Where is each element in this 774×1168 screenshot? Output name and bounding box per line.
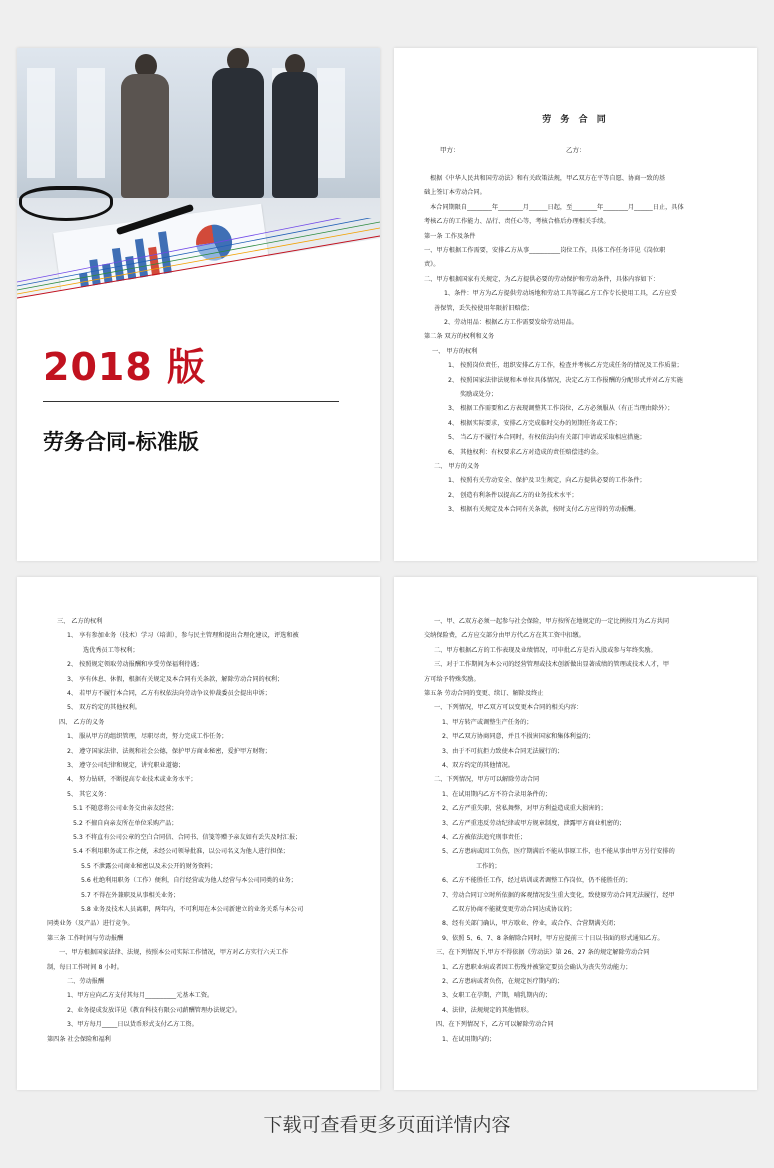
text-line: 8、经有关部门确认，甲方歇业、停业，或合作、合营期满关闭； — [442, 920, 620, 928]
text-line: 本合同期限自________年________月______日起，至________年________月______日止，具体 — [430, 203, 684, 211]
text-line: 1、 享有参加业务（技术）学习（培训），参与民主管理和提出合理化建议，评选和被 — [67, 632, 299, 640]
text-line: 工作的； — [476, 862, 501, 870]
text-line: 5.8 业务及技术人员离职，两年内，不可利用在本公司新建立的业务关系与本公司 — [81, 906, 304, 913]
text-line: 二、劳动报酬 — [67, 978, 105, 985]
text-line: 5.5 不泄露公司商业秘密以及未公开的财务资料； — [81, 862, 217, 870]
text-line: 4、 若甲方不履行本合同，乙方有权依法向劳动争议仲裁委员会提出申诉； — [67, 690, 271, 697]
text-line: 2、甲乙双方协商同意，并且不损害国家和集体利益的； — [442, 733, 595, 741]
text-line: 2、劳动用品：根据乙方工作需要发给劳动用品。 — [444, 319, 578, 326]
text-line: 制，每日工作时间 8 小时。 — [47, 963, 123, 971]
text-line: 方可给予特殊奖励。 — [424, 675, 480, 683]
text-line: 3、甲方每月_____日以货币形式支付乙方工资。 — [67, 1021, 198, 1029]
text-line: 2、乙方严重失职，营私舞弊，对甲方利益造成重大损害的； — [442, 805, 607, 813]
text-line: 一、甲方根据国家法律、法规，按照本公司实际工作情况，甲方对乙方实行六天工作 — [59, 949, 288, 957]
text-line: 选优秀员工等权利； — [83, 646, 139, 654]
text-line: 1、 服从甲方的组织管理，尽职尽责，努力完成工作任务； — [67, 733, 228, 741]
text-line: 考核乙方的工作能力、品行、责任心等，考核合格后办理相关手续。 — [424, 218, 610, 226]
text-line: 三、 乙方的权利 — [57, 618, 103, 625]
text-line: 5、乙方患病或因工负伤，医疗期满后不能从事原工作，也不能从事由甲方另行安排的 — [442, 848, 675, 856]
text-line: 三、在下列情况下,甲方不得依据《劳动法》第 26、27 条的规定解除劳动合同 — [436, 949, 650, 957]
text-line: 5.2 不擅自向亲友所在单位采购产品； — [73, 819, 178, 827]
contract-page-2 — [17, 577, 380, 1090]
text-line: 3、 根据有关规定及本合同有关条款，按时支付乙方应得的劳动报酬。 — [448, 506, 640, 514]
text-line: 2、 创造有利条件以提高乙方的业务技术水平； — [448, 491, 578, 499]
contract-title: 劳 务 合 同 — [542, 115, 609, 125]
text-line: 4、双方约定的其他情况。 — [442, 762, 514, 769]
text-line: 5、 当乙方不履行本合同时，有权依法向有关部门申请或采取相应措施； — [448, 434, 646, 442]
party-b-label: 乙方： — [566, 146, 586, 154]
text-line: 5、 双方约定的其他权利。 — [67, 704, 141, 712]
text-line: 3、 享有休息、休假，根据有关规定及本合同有关条款，解除劳动合同的权利； — [67, 675, 284, 683]
text-line: 5.1 不随意将公司业务交由亲友经营； — [73, 805, 178, 813]
cover-page — [17, 48, 380, 561]
text-line: 同类业务（及产品）进行竞争。 — [47, 920, 134, 928]
text-line: 善保管，丢失按使用年限折旧赔偿； — [434, 304, 533, 312]
text-line: 4、 根据实际要求，安排乙方完成临时交办的短期任务或工作； — [448, 419, 621, 427]
text-line: 1、在试用期内乙方不符合录用条件的； — [442, 790, 552, 798]
text-line: 二、甲方根据乙方的工作表现及业绩情况，可申批乙方是否入股或参与年终奖励。 — [434, 646, 657, 654]
text-line: 一、甲、乙双方必须一起参与社会保险，甲方按所在地规定的一定比例按月为乙方共同 — [434, 618, 670, 625]
download-more-prompt[interactable]: 下载可查看更多页面详情内容 — [263, 1114, 511, 1136]
text-line: 1、在试用期内的； — [442, 1035, 496, 1043]
text-line: 4、乙方被依法追究刑事责任； — [442, 834, 527, 841]
text-line: 乙双方协商不能就变更劳动合同达成协议的； — [452, 906, 576, 913]
text-line: 一、甲方根据工作需要，安排乙方从事__________岗位工作，具体工作任务详见《岗位职 — [424, 247, 666, 254]
text-line: 三、对于工作期间为本公司的经营管理或技术创新做出显著成绩的管理或技术人才，甲 — [434, 661, 670, 669]
text-line: 3、乙方严重违反劳动纪律或甲方规章制度，泄露甲方商业机密的； — [442, 819, 626, 827]
text-line: 5.6 杜绝利用职务（工作）便利，自行经营或为他人经营与本公司同类的业务； — [81, 877, 297, 885]
party-a-label: 甲方： — [440, 146, 460, 154]
text-line: 1、条件：甲方为乙方提供劳动场地和劳动工具等属乙方工作专长使用工具，乙方应妥 — [444, 290, 677, 298]
text-line: 9、依照 5、6、7、8 条解除合同时，甲方应提前三十日以书面的形式通知乙方。 — [442, 934, 664, 942]
text-line: 5.3 不将直有公司公章的空白合同信、合同书、信笺等赠予亲友如有丢失及时汇报； — [73, 834, 302, 841]
text-line: 第五条 劳动合同的变更、续订、解除及终止 — [424, 690, 544, 697]
text-line: 1、乙方患职业病或者因工伤残并被鉴定要员会确认为丧失劳动能力； — [442, 963, 632, 971]
text-line: 1、甲方应向乙方支付其每月__________元基本工资。 — [67, 992, 214, 1000]
text-line: 二、 甲方的义务 — [434, 463, 480, 470]
text-line: 一、 甲方的权利 — [432, 347, 478, 355]
text-line: 2、 按照国家法律法规和本单位具体情况，决定乙方工作报酬的分配形式并对乙方实施 — [448, 376, 683, 384]
text-line: 2、 遵守国家法律、法规和社会公德，保护甲方商业秘密，爱护甲方财物； — [67, 747, 271, 755]
text-line: 2、乙方患病或者负伤，在规定医疗期内的； — [442, 978, 564, 985]
contract-page-1 — [394, 48, 757, 561]
text-line: 奖励或处分； — [460, 391, 498, 398]
text-line: 6、 其他权利：有权要求乙方对造成的责任赔偿违约金。 — [448, 448, 603, 456]
text-line: 1、 按照有关劳动安全、保护及卫生规定，向乙方提供必要的工作条件； — [448, 477, 646, 485]
text-line: 4、法律，法规规定的其他情形。 — [442, 1006, 533, 1014]
text-line: 责》。 — [424, 261, 440, 269]
text-line: 5.4 不利用职务或工作之便，未经公司领导批准，以公司名义为他人进行担保； — [73, 848, 289, 856]
contract-page-3 — [394, 577, 757, 1090]
text-line: 4、 努力钻研，不断提高专业技术或业务水平； — [67, 776, 197, 784]
text-line: 6、乙方不能胜任工作，经过培训或者调整工作岗位，仍不能胜任的； — [442, 877, 632, 885]
text-line: 第一条 工作及条件 — [424, 232, 476, 240]
text-line: 2、 按照规定领取劳动报酬和享受劳保福利待遇； — [67, 661, 203, 669]
text-line: 7、劳动合同订立时所依据的客观情况发生重大变化，致使原劳动合同无法履行，经甲 — [442, 891, 675, 899]
text-line: 2、业务提成发放详见《教育科技有限公司薪酬管理办法规定》。 — [67, 1006, 242, 1014]
text-line: 二、下列情况，甲方可以解除劳动合同 — [434, 776, 540, 784]
text-line: 交纳保险费，乙方应交部分由甲方代乙方在其工资中扣缴。 — [424, 632, 585, 640]
text-line: 3、女职工在孕期，产期，哺乳期内的； — [442, 992, 552, 1000]
text-line: 根据《中华人民共和国劳动法》和有关政策法规，甲乙双方在平等自愿、协商一致的基 — [430, 175, 666, 182]
text-line: 四、在下列情况下，乙方可以解除劳动合同 — [436, 1021, 554, 1029]
text-line: 1、 按照岗位责任，组织安排乙方工作，检查并考核乙方完成任务的情况及工作质量； — [448, 362, 683, 370]
cover-decorative-lines — [17, 218, 380, 328]
text-line: 3、 根据工作需要和乙方表现调整其工作岗位，乙方必须服从（有正当理由除外）； — [448, 405, 674, 413]
text-line: 第三条 工作时间与劳动报酬 — [47, 934, 124, 942]
text-line: 3、 遵守公司纪律和规定，讲究职业道德； — [67, 762, 185, 769]
text-line: 第二条 双方的权利和义务 — [424, 333, 495, 341]
cover-divider — [43, 401, 339, 402]
text-line: 四、 乙方的义务 — [59, 718, 105, 726]
text-line: 第四条 社会保险和福利 — [47, 1035, 111, 1043]
text-line: 3、由于不可抗拒力致使本合同无法履行的； — [442, 747, 564, 755]
text-line: 础上签订本劳动合同。 — [424, 189, 486, 197]
text-line: 1、甲方转产或调整生产任务的； — [442, 718, 533, 726]
text-line: 5、 其它义务： — [67, 790, 111, 798]
text-line: 一、下列情况，甲乙双方可以变更本合同的相关内容： — [434, 704, 583, 712]
cover-title: 劳务合同-标准版 — [43, 430, 199, 454]
text-line: 5.7 不得在外兼职及从事相关业务； — [81, 891, 180, 899]
text-line: 二、甲方根据国家有关规定，为乙方提供必要的劳动保护和劳动条件，具体内容如下： — [424, 275, 660, 283]
cover-version: 2018 版 — [43, 345, 206, 389]
